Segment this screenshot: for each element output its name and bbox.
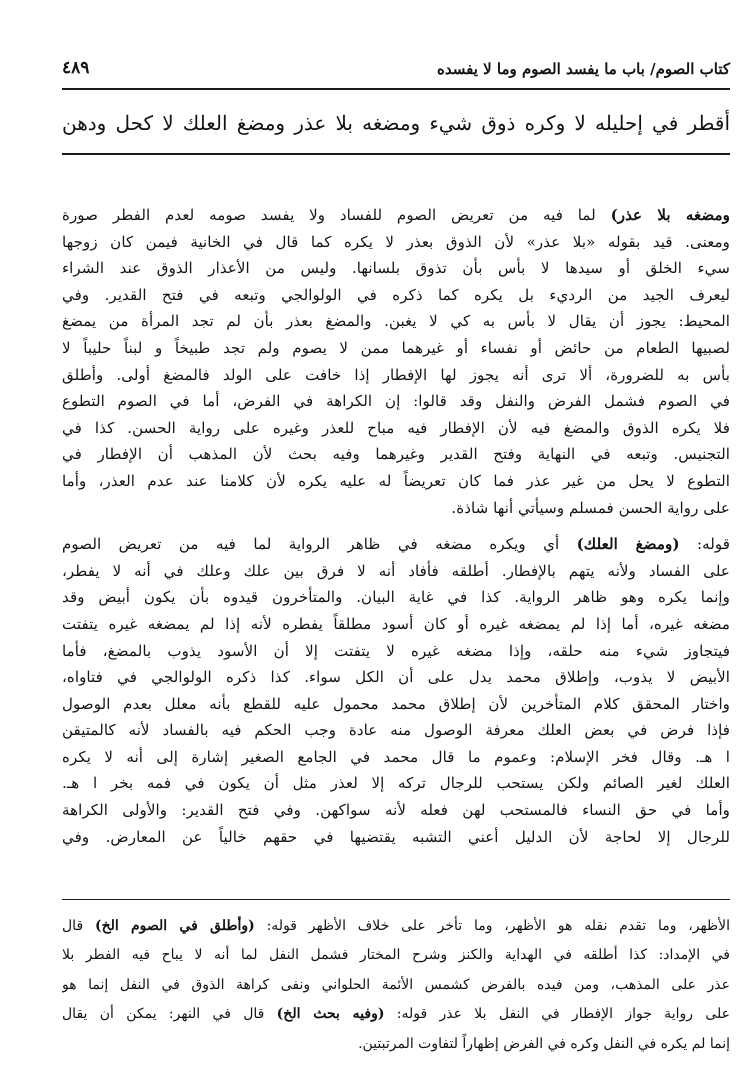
commentary-paragraph-2 [62,531,730,850]
commentary-line [62,202,730,229]
commentary-line: وأما في حق النساء فالمستحب لهن فعله لأنه سواكهن. وفي فتح القدير: والأولى الكراهة [62,801,730,820]
commentary-line [62,531,730,558]
commentary-text: لما فيه من تعريض الصوم للفساد ولا يفسد صومه لعدم الفطر صورة [62,206,611,224]
book-page [62,52,730,1062]
commentary-line: مضغه غيره، أما إذا لم يمضغه غيره أو كان أسود مطلقاً يفطره لأنه إذا لم يمضغه غيره يتفتت [62,614,730,633]
commentary-line: العلك لغير الصائم ولكن يستحب للرجال تركه إلا لعذر مثل أن يكون في فمه بخر ا هـ. [62,774,730,793]
commentary-text: أي ويكره مضغه في ظاهر الرواية لما فيه من تعريض الصوم [62,535,577,554]
running-header-title: كتاب الصوم/ باب ما يفسد الصوم وما لا يفسده [437,60,730,78]
matn-text: أقطر في إحليله لا وكره ذوق شيء ومضغه بلا عذر ومضغ العلك لا كحل ودهن [62,111,730,135]
matn-separator-rule [62,153,730,155]
commentary-line: الأبيض لا يذوب، وإطلاق محمد يدل على أن الكل سواء. كذا ذكره الولوالجي في فتاواه، [62,668,730,687]
footnote-separator-rule [62,899,730,900]
commentary-line: على رواية الحسن فمسلم وسيأتي أنها شاذة. [451,498,730,517]
running-header [62,52,730,90]
footnote-line [62,1000,730,1029]
commentary-body [62,202,730,850]
commentary-prefix: قوله: [679,535,730,554]
commentary-paragraph-1 [62,202,730,521]
commentary-line: ومعنى. قيد بقوله «بلا عذر» لأن الذوق بعذر لا يكره كما قال في الخانية فيمن كان زوجها [62,232,730,251]
page-number: ٤٨٩ [62,58,90,78]
commentary-line: لصبيها الطعام من حائض أو نفساء أو غيرهما ممن لا يصوم ولم تجد طبيخاً و لبناً حليباً لا [62,338,730,357]
commentary-line: للرجال إلا لحاجة لأن الدليل أعني التشبه يقتضيها في حقهم خالياً عن المعارض. وفي [62,827,730,846]
footnote-text: قال في النهر: يمكن أن يقال [62,1006,277,1023]
commentary-line: فلا يكره الذوق والمضغ فيه لأن الإفطار فيه مباح للعذر وغيره على رواية الحسن. كذا في [62,418,730,437]
commentary-line: وإنما يكره وهو ظاهر الرواية. كذا في غاية البيان. والمتأخرون قيدوه بأن يكون أبيض وقد [62,588,730,607]
commentary-lemma: ومضغه بلا عذر) [610,206,730,224]
commentary-line: بأس به للضرورة، ألا ترى أنه يجوز لها الإفطار إذا خافت على الولد فالمضغ أولى. وأطلق [62,365,730,384]
footnote-line: إنما لم يكره في النفل وكره في الفرض إظهاراً لتفاوت المرتبتين. [358,1035,730,1052]
footnote-lemma: (وفيه بحث الخ) [276,1006,385,1023]
commentary-line: فإذا فرض في بعض العلك معرفة الوصول منه عادة وجب الحكم فيه بالفساد لأنه كالمتيقن [62,721,730,740]
footnote-line [62,912,730,941]
commentary-line: في الصوم فشمل الفرض والنفل وقد قالوا: إن الكراهة في الفرض، أما في الصوم التطوع [62,392,730,411]
footnote-lemma: (وأطلق في الصوم الخ) [94,918,255,934]
commentary-line: المحيط: يجوز أن يقال لا بأس به كي لا يغبن. والمضغ بعذر بأن لم تجد المرأة من يمضغ [62,312,730,331]
footnote-text: على رواية جواز الإفطار في النفل بلا عذر قوله: [384,1006,730,1023]
commentary-line: واختار المحقق كلام المتأخرين لأن إطلاق محمد محمول عليه للقطع بأنه معلل بعدم الوصول [62,694,730,713]
commentary-line: ا هـ. وقال فخر الإسلام: وعموم ما قال محمد في الجامع الصغير إشارة إلى أنه لا يكره [62,747,730,766]
commentary-lemma: (ومضغ العلك) [576,535,680,554]
commentary-line: على الفساد ولأنه يتهم بالإفطار. أطلقه فأفاد أنه لا فرق بين علك وعلك في أنه لا يفطر، [62,561,730,580]
commentary-line: التجنيس. وتبعه في النهاية وفتح القدير وغيرهما وفيه بحث لأن المذهب أن الإفطار في [62,445,730,464]
footnote-text: قال [62,918,95,934]
commentary-line: فيتجاوز شيء منه حلقه، وإذا مضغه غيره لا يتفتت إلا أن الأسود يذوب بالمضغ، فأما [62,641,730,660]
footnote-line: عذر على المذهب، ومن فيده بالفرض كشمس الأئمة الحلواني ونفى كراهة الذوق في النفل إنما هو [62,976,730,993]
footnote-text: الأظهر، وما تقدم نقله هو الأظهر، وما تأخر على خلاف الأظهر قوله: [254,918,730,934]
commentary-line: سيء الخلق أو سيدها لا بأس بأن تذوق بلسانها. وليس من الأعذار الذوق عند الشراء [62,259,730,278]
footnote-line: في الإمداد: كذا أطلقه في الهداية والكنز وشرح المختار فشمل النفل لما أنه لا يباح فيه الفطر بلا [62,947,730,964]
commentary-line: ليعرف الجيد من الرديء بل يكره كما ذكره في الولوالجي وتبعه في فتح القدير. وفي [62,285,730,304]
commentary-line: التطوع لا يحل من غير عذر فما كان تعريضاً له عليه يكره لأن كلامنا عند عدم العذر، وأما [62,471,730,490]
footnotes [62,912,730,1059]
